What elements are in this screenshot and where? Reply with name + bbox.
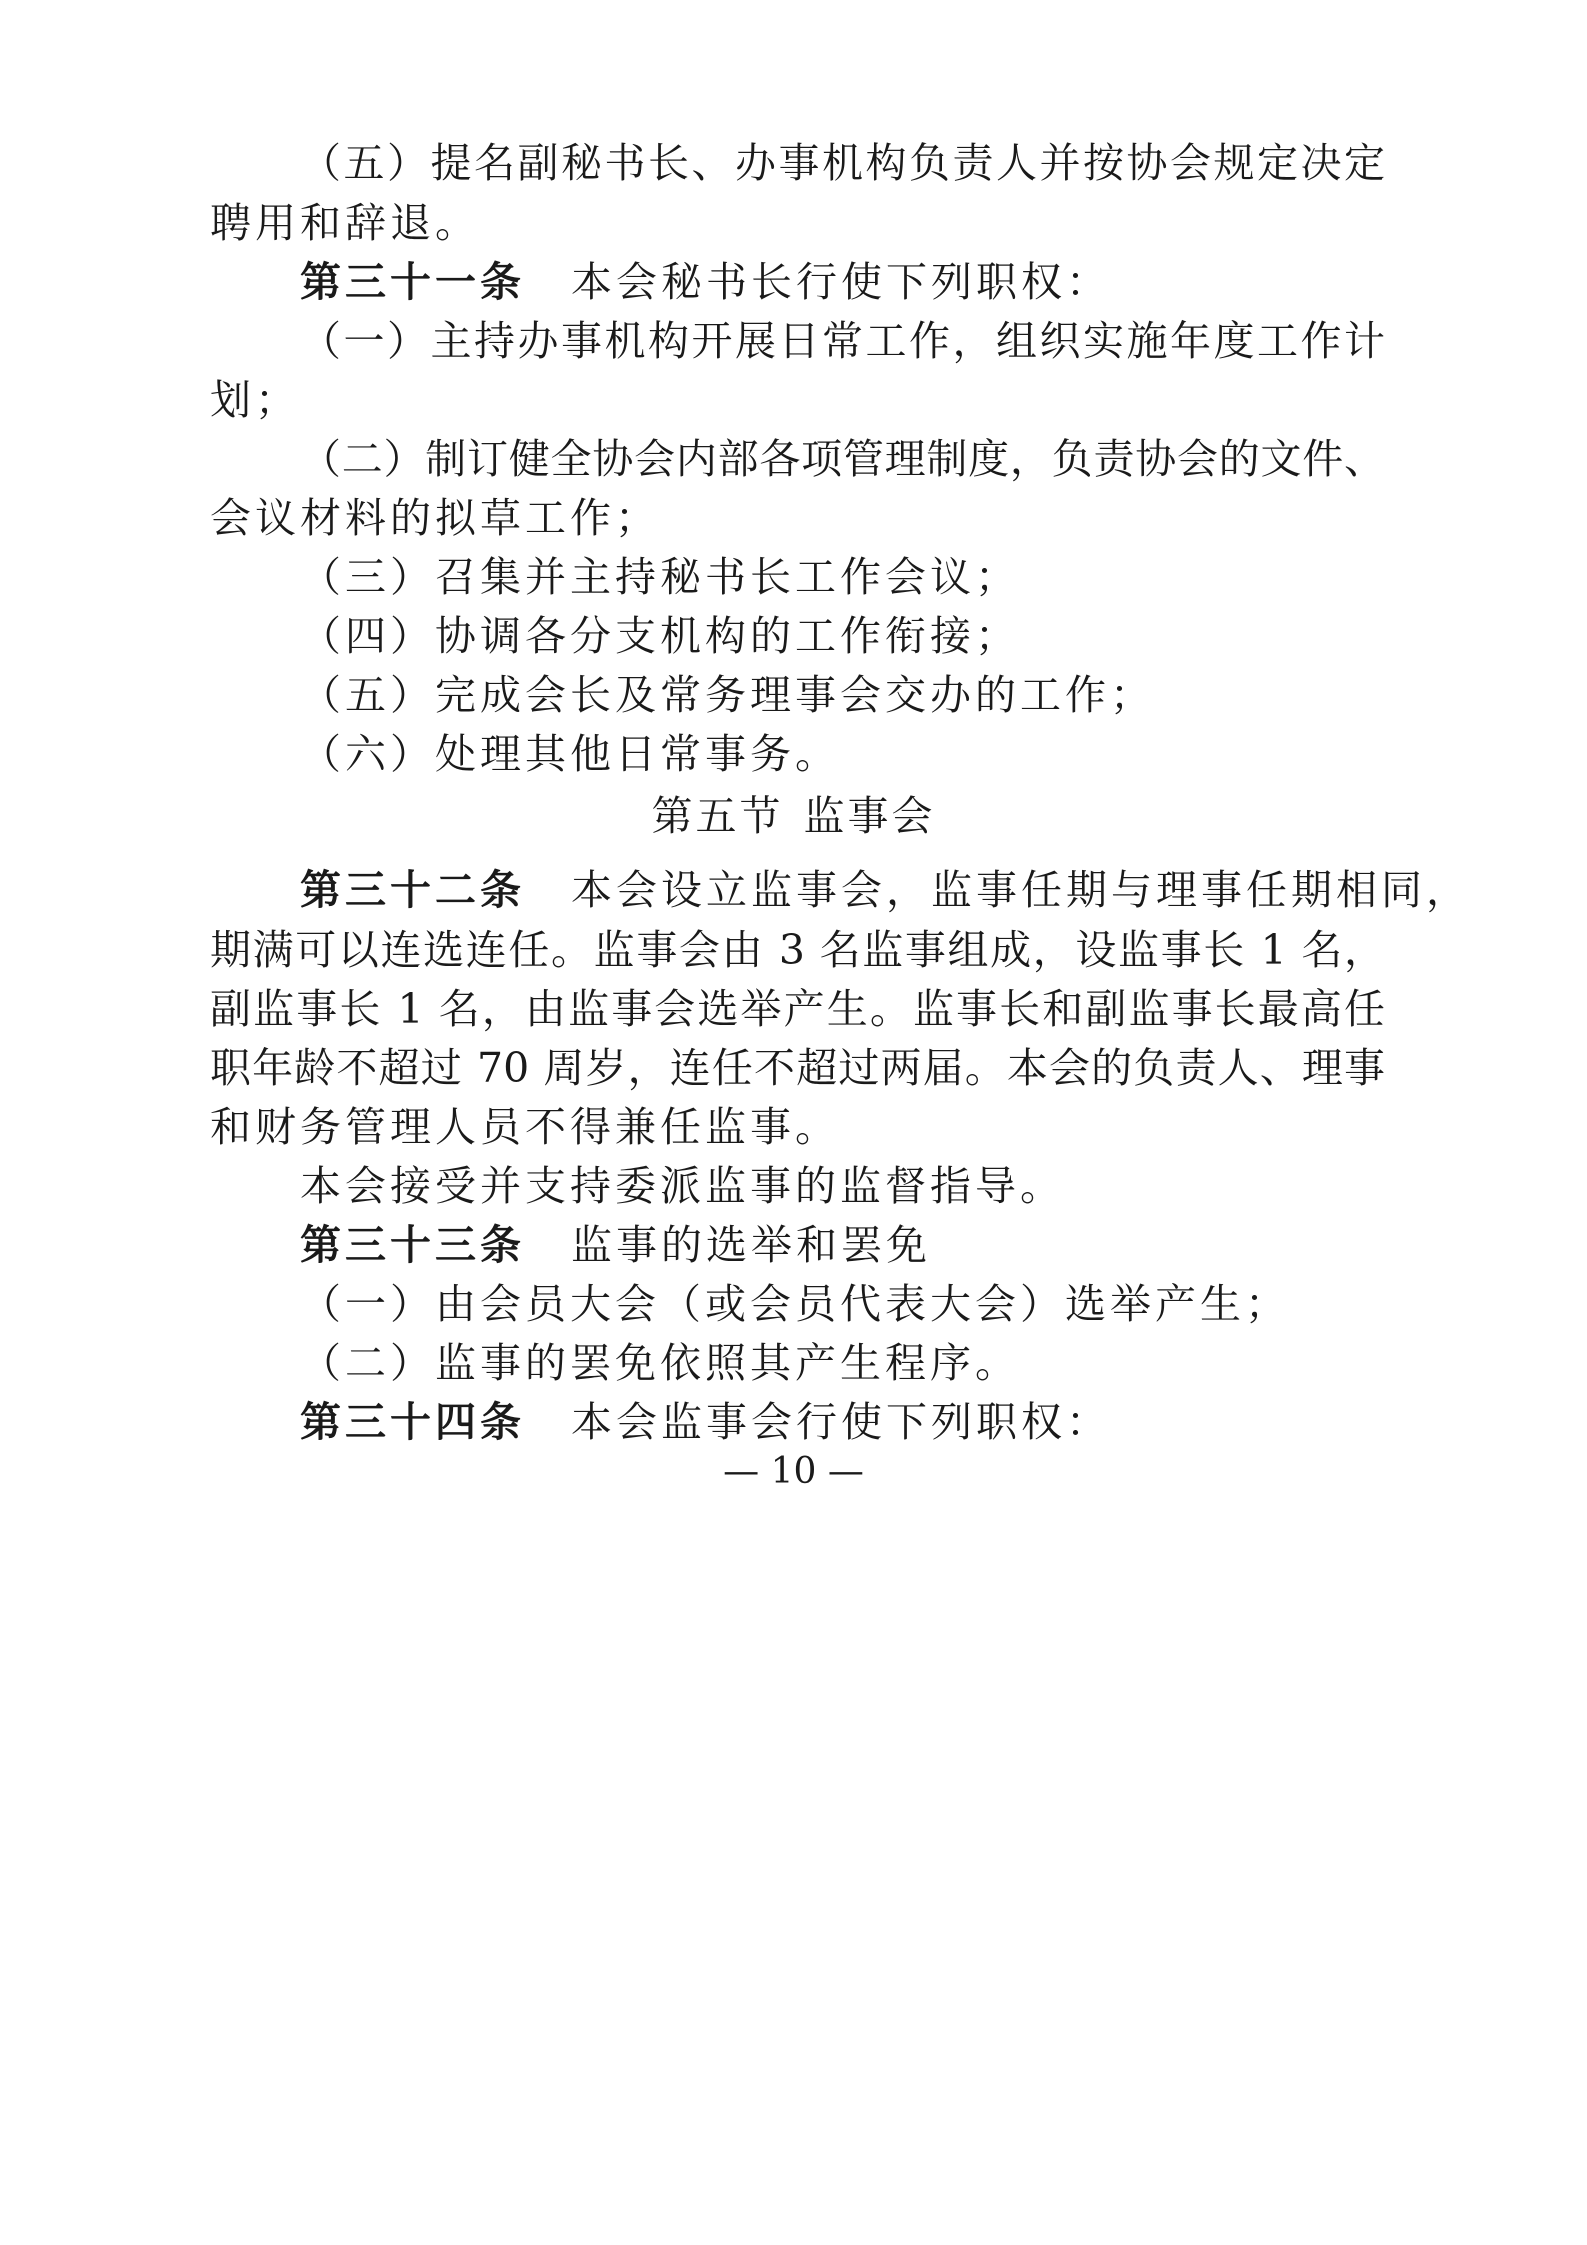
paragraph-line: （一）主持办事机构开展日常工作，组织实施年度工作计	[300, 317, 1385, 365]
paragraph-line: 会议材料的拟草工作；	[210, 494, 660, 542]
article-31-text: 本会秘书长行使下列职权：	[571, 258, 1111, 306]
list-item: （五）完成会长及常务理事会交办的工作；	[300, 671, 1155, 719]
article-32-number: 第三十二条	[300, 866, 525, 914]
paragraph-line: （二）制订健全协会内部各项管理制度，负责协会的文件、	[300, 435, 1385, 483]
list-item: （二）监事的罢免依照其产生程序。	[300, 1339, 1020, 1387]
paragraph-line: 本会接受并支持委派监事的监督指导。	[300, 1162, 1065, 1210]
paragraph-line: 划；	[210, 376, 300, 424]
article-34-number: 第三十四条	[300, 1398, 525, 1446]
section-title: 监事会	[803, 792, 936, 840]
paragraph-line: 职年龄不超过 70 周岁，连任不超过两届。本会的负责人、理事	[210, 1044, 1385, 1092]
article-31-number: 第三十一条	[300, 258, 525, 306]
paragraph-line: 和财务管理人员不得兼任监事。	[210, 1103, 840, 1151]
article-33-number: 第三十三条	[300, 1221, 525, 1269]
paragraph-line: 副监事长 1 名，由监事会选举产生。监事长和副监事长最高任	[210, 985, 1385, 1033]
paragraph-line: （五）提名副秘书长、办事机构负责人并按协会规定决定	[300, 139, 1385, 187]
article-34-text: 本会监事会行使下列职权：	[571, 1398, 1111, 1446]
section-number: 第五节	[651, 792, 784, 840]
article-31	[300, 252, 1385, 312]
list-item: （四）协调各分支机构的工作衔接；	[300, 612, 1020, 660]
list-item: （三）召集并主持秘书长工作会议；	[300, 553, 1020, 601]
list-item: （一）由会员大会（或会员代表大会）选举产生；	[300, 1280, 1290, 1328]
section-heading	[0, 786, 1587, 846]
list-item: （六）处理其他日常事务。	[300, 730, 840, 778]
article-33-text: 监事的选举和罢免	[571, 1221, 931, 1269]
paragraph-line: 聘用和辞退。	[210, 199, 480, 247]
paragraph-line: 期满可以连选连任。监事会由 3 名监事组成，设监事长 1 名，	[210, 926, 1385, 974]
article-34	[300, 1392, 1385, 1452]
page-number: — 10 —	[723, 1451, 864, 1492]
article-32	[300, 860, 1471, 920]
article-32-text: 本会设立监事会，监事任期与理事任期相同，	[571, 866, 1471, 914]
article-33	[300, 1215, 1385, 1275]
